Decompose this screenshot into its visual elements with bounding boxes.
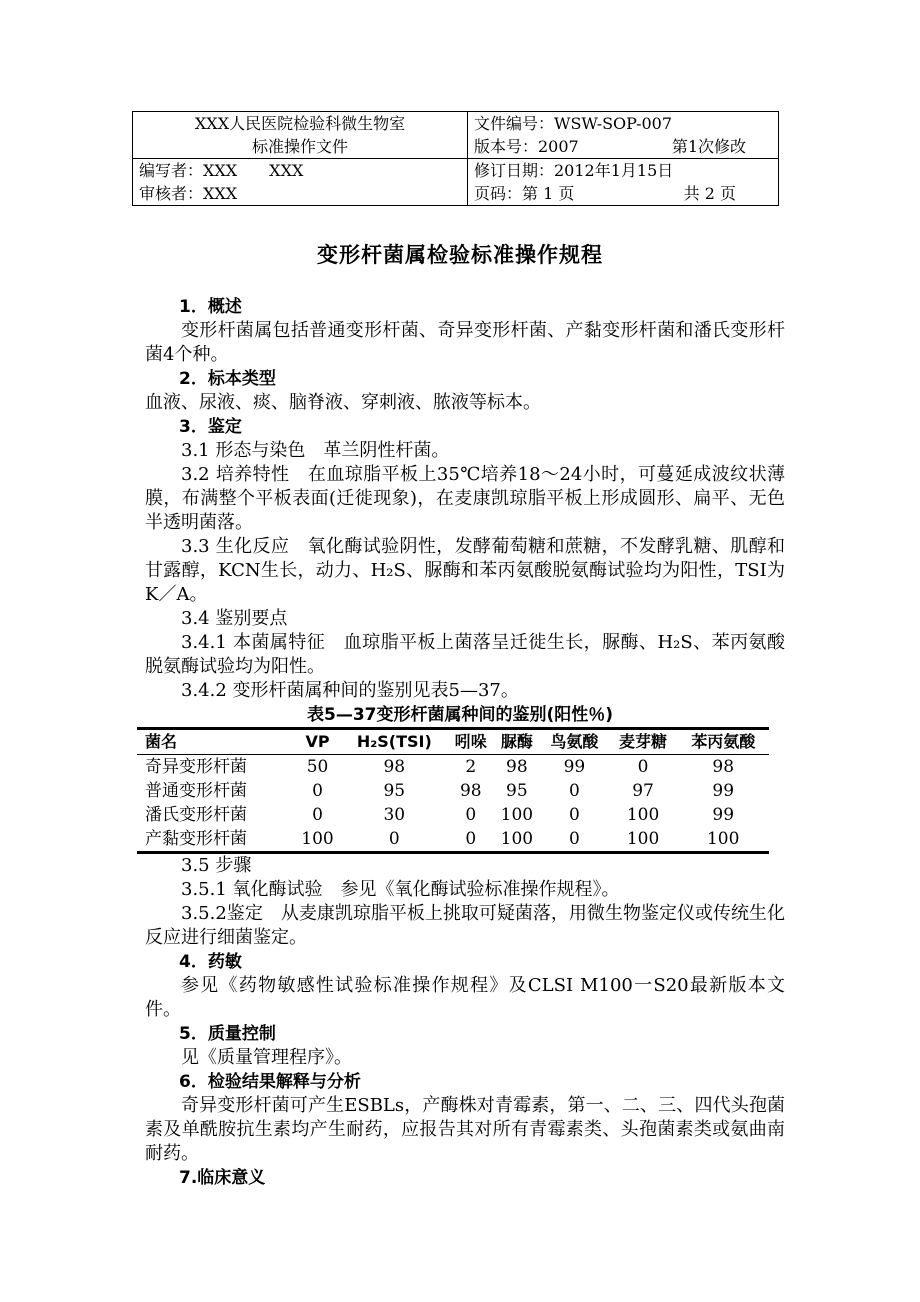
value-cell: 95 bbox=[383, 781, 406, 801]
page-number: 页码：第 1 页 bbox=[474, 184, 575, 203]
value-cell: 95 bbox=[506, 781, 528, 801]
version: 版本号：2007 bbox=[474, 137, 579, 156]
value-cell: 0 bbox=[568, 829, 580, 849]
value-cell: 97 bbox=[632, 781, 654, 801]
paragraph: 参见《药物敏感性试验标准操作规程》及CLSI M100一S20最新版本文件。 bbox=[145, 975, 785, 1020]
paragraph: 3.5 步骤 bbox=[181, 855, 252, 876]
value-cell: 100 bbox=[500, 805, 534, 825]
section-heading: 5．质量控制 bbox=[179, 1024, 276, 1044]
header-people-cell bbox=[133, 159, 468, 206]
value-cell: 50 bbox=[306, 757, 329, 777]
paragraph: 3.1 形态与染色 革兰阴性杆菌。 bbox=[181, 440, 450, 461]
header-doc-cell bbox=[468, 112, 779, 159]
value-cell: 98 bbox=[712, 757, 735, 777]
column-header: H₂S(TSI) bbox=[341, 729, 448, 755]
paragraph: 3.2 培养特性 在血琼脂平板上35℃培养18～24小时，可蔓延成波纹状薄膜，布满整个平板表面(迁徙现象)，在麦康凯琼脂平板上形成圆形、扁平、无色半透明菌落。 bbox=[145, 464, 785, 533]
header-org-cell bbox=[133, 112, 468, 159]
author: 编写者：XXX XXX bbox=[139, 161, 304, 180]
value-cell: 99 bbox=[712, 805, 735, 825]
value-cell: 0 bbox=[465, 829, 477, 849]
table-row bbox=[137, 779, 769, 803]
section-heading: 6．检验结果解释与分析 bbox=[179, 1072, 361, 1092]
revise-date: 修订日期：2012年1月15日 bbox=[474, 161, 674, 180]
column-header: VP bbox=[294, 729, 340, 755]
column-header: 吲哚 bbox=[448, 729, 494, 755]
value-cell: 100 bbox=[301, 829, 334, 849]
table-row bbox=[137, 827, 769, 853]
doc-type: 标准操作文件 bbox=[251, 137, 348, 156]
paragraph: 奇异变形杆菌可产生ESBLs，产酶株对青霉素，第一、二、三、四代头孢菌素及单酰胺抗生素均产生耐药，应报告其对所有青霉素类、头孢菌素类或氨曲南耐药。 bbox=[145, 1095, 785, 1164]
page-total: 共 2 页 bbox=[683, 184, 736, 203]
doc-number: 文件编号：WSW-SOP-007 bbox=[474, 114, 673, 133]
value-cell: 100 bbox=[626, 829, 660, 849]
value-cell: 2 bbox=[465, 757, 477, 777]
value-cell: 0 bbox=[388, 829, 400, 849]
differentiation-table bbox=[137, 727, 769, 854]
column-header: 鸟氨酸 bbox=[540, 729, 609, 755]
paragraph: 血液、尿液、痰、脑脊液、穿刺液、脓液等标本。 bbox=[145, 392, 541, 413]
value-cell: 98 bbox=[506, 757, 528, 777]
org-name: XXX人民医院检验科微生物室 bbox=[194, 114, 406, 133]
species-name-cell: 奇异变形杆菌 bbox=[145, 757, 247, 777]
section-heading: 1．概述 bbox=[179, 297, 242, 317]
value-cell: 0 bbox=[568, 781, 580, 801]
column-header: 菌名 bbox=[137, 729, 294, 755]
document-header-table bbox=[132, 111, 779, 206]
value-cell: 0 bbox=[568, 805, 580, 825]
column-header: 麦芽糖 bbox=[609, 729, 678, 755]
document-body bbox=[145, 295, 785, 1190]
value-cell: 0 bbox=[637, 757, 649, 777]
value-cell: 99 bbox=[563, 757, 586, 777]
section-heading: 3．鉴定 bbox=[179, 417, 242, 437]
table-caption: 表5—37变形杆菌属种间的鉴别(阳性％) bbox=[306, 705, 614, 725]
value-cell: 99 bbox=[712, 781, 735, 801]
revision: 第1次修改 bbox=[671, 137, 746, 156]
species-name-cell: 潘氏变形杆菌 bbox=[145, 805, 247, 825]
paragraph: 3.4.2 变形杆菌属种间的鉴别见表5—37。 bbox=[181, 680, 519, 701]
paragraph: 见《质量管理程序》。 bbox=[181, 1047, 352, 1068]
column-header: 苯丙氨酸 bbox=[677, 729, 769, 755]
value-cell: 98 bbox=[383, 757, 406, 777]
value-cell: 100 bbox=[500, 829, 534, 849]
reviewer: 审核者：XXX bbox=[139, 184, 238, 203]
paragraph: 变形杆菌属包括普通变形杆菌、奇异变形杆菌、产黏变形杆菌和潘氏变形杆菌4个种。 bbox=[145, 320, 785, 365]
value-cell: 100 bbox=[706, 829, 740, 849]
section-heading: 2．标本类型 bbox=[179, 369, 276, 389]
table-row bbox=[137, 755, 769, 780]
value-cell: 30 bbox=[383, 805, 406, 825]
paragraph: 3.4.1 本菌属特征 血琼脂平板上菌落呈迁徙生长，脲酶、H₂S、苯丙氨酸脱氨酶试验均为阳性。 bbox=[145, 632, 785, 677]
species-name-cell: 产黏变形杆菌 bbox=[145, 829, 247, 849]
section-heading: 4．药敏 bbox=[179, 952, 242, 972]
value-cell: 98 bbox=[459, 781, 482, 801]
paragraph: 3.5.2鉴定 从麦康凯琼脂平板上挑取可疑菌落，用微生物鉴定仪或传统生化反应进行细菌鉴定。 bbox=[145, 903, 785, 948]
section-heading: 7.临床意义 bbox=[179, 1168, 266, 1188]
paragraph: 3.5.1 氧化酶试验 参见《氧化酶试验标准操作规程》。 bbox=[181, 879, 620, 900]
species-name-cell: 普通变形杆菌 bbox=[145, 781, 247, 801]
value-cell: 0 bbox=[312, 781, 323, 801]
document-title: 变形杆菌属检验标准操作规程 bbox=[317, 243, 603, 267]
value-cell: 0 bbox=[312, 805, 323, 825]
column-header: 脲酶 bbox=[494, 729, 540, 755]
paragraph: 3.4 鉴别要点 bbox=[181, 608, 288, 629]
value-cell: 0 bbox=[465, 805, 477, 825]
value-cell: 100 bbox=[626, 805, 660, 825]
header-date-cell bbox=[468, 159, 779, 206]
paragraph: 3.3 生化反应 氧化酶试验阴性，发酵葡萄糖和蔗糖，不发酵乳糖、肌醇和甘露醇，KCN生长，动力、H₂S、脲酶和苯丙氨酸脱氨酶试验均为阳性，TSI为K／A。 bbox=[145, 536, 785, 605]
table-row bbox=[137, 803, 769, 827]
